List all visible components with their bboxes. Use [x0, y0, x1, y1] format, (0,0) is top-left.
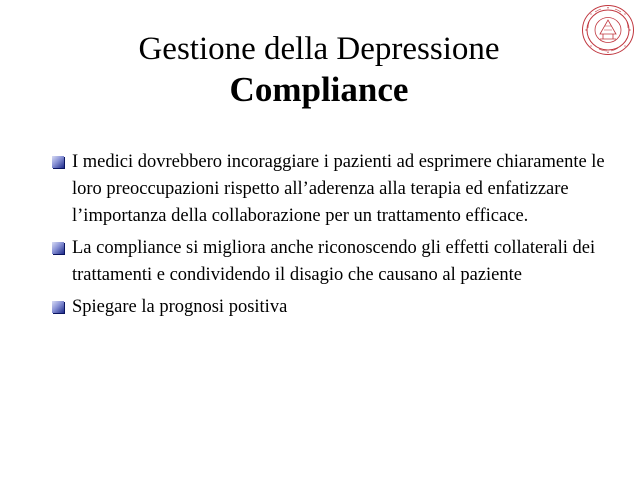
- bullet-text: Spiegare la prognosi positiva: [72, 297, 288, 317]
- bullet-text: I medici dovrebbero incoraggiare i pazienti ad esprimere chiaramente le loro preoccupazioni rispetto all’aderenza alla terapia ed enfatizzare l’importanza della collaborazione per un trattamento efficace.: [72, 152, 605, 226]
- square-bullet-icon: [52, 242, 64, 254]
- university-seal-logo: [581, 4, 635, 56]
- bullet-item: [52, 294, 612, 321]
- bullet-text: La compliance si migliora anche riconoscendo gli effetti collaterali dei trattamenti e condividendo il disagio che causano al paziente: [72, 238, 596, 285]
- bullet-item: [52, 149, 612, 230]
- slide-title-block: [0, 30, 638, 110]
- bullet-list: [52, 149, 612, 326]
- square-bullet-icon: [52, 301, 64, 313]
- bullet-item: [52, 235, 612, 289]
- square-bullet-icon: [52, 156, 64, 168]
- slide-subtitle: Compliance: [229, 70, 409, 109]
- slide-title: Gestione della Depressione: [138, 31, 500, 67]
